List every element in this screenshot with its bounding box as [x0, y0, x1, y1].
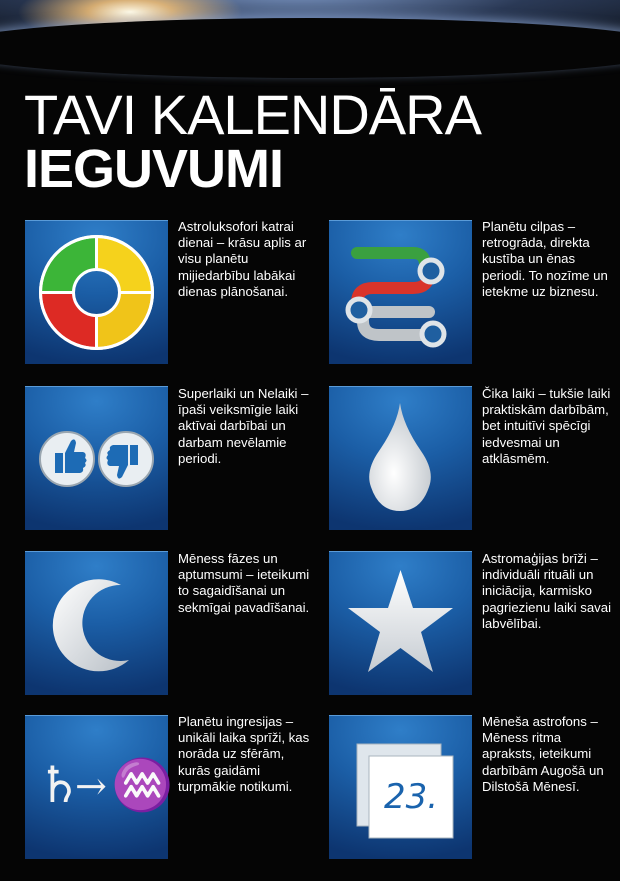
feature-tile-astro-lights: [25, 220, 168, 364]
thumbs-up-down-icon: [25, 387, 168, 530]
feature-text-planet-loops: Planētu cilpas – retrogrāda, direkta kustība un ēnas periodi. To nozīme un ietekme uz biznesu.: [482, 219, 608, 299]
color-wheel-icon: [25, 221, 168, 364]
feature-text-astro-magic: Astromaģijas brīži – individuāli rituāli un iniciācija, karmisko pagriezienu laiki savai labvēlībai.: [482, 551, 612, 631]
saturn-icon: ♄: [37, 756, 82, 814]
feature-text-month-astro: Mēneša astrofons – Mēness ritma apraksts, ieteikumi darbībām Augošā un Dilstošā Mēnesī.: [482, 714, 604, 794]
feature-text-moon-phases: Mēness fāzes un aptumsumi – ieteikumi to sagaidīšanai un sekmīgai pavadīšanai.: [178, 551, 310, 615]
page-title-line1: TAVI KALENDĀRA: [24, 83, 481, 146]
arrow-icon: →: [75, 764, 107, 808]
feature-tile-planet-ingress: [25, 715, 174, 859]
drop-icon: [329, 387, 472, 530]
calendar-date-number: 23.: [383, 777, 439, 817]
feature-text-astro-lights: Astroluksofori katrai dienai – krāsu aplis ar visu planētu mijiedarbību labākai dienas plānošanai.: [178, 219, 307, 299]
feature-tile-month-astro: [329, 715, 472, 859]
feature-tile-void-times: [329, 386, 472, 530]
feature-text-void-times: Čika laiki – tukšie laiki praktiskām darbībām, bet intuitīvi spēcīgi iedvesmai un atklāsmēm.: [482, 386, 611, 466]
feature-tile-super-times: [25, 386, 168, 530]
feature-tile-planet-loops: [329, 220, 472, 364]
planet-loops-icon: [329, 221, 472, 364]
feature-tile-moon-phases: [25, 551, 168, 695]
crescent-moon-icon: [25, 552, 168, 695]
feature-text-super-times: Superlaiki un Nelaiki – īpaši veiksmīgie laiki aktīvai darbībai un darbam nevēlamie periodi.: [178, 386, 309, 466]
feature-text-planet-ingress: Planētu ingresijas – unikāli laika sprīži, kas norāda uz sfērām, kurās gaidāmi turpmākie notikumi.: [178, 714, 310, 794]
feature-tile-astro-magic: [329, 551, 472, 695]
page-title-line2: IEGUVUMI: [24, 139, 284, 199]
star-icon: [329, 552, 472, 695]
aquarius-icon: ♒: [111, 756, 174, 814]
planet-curve: [0, 18, 620, 78]
